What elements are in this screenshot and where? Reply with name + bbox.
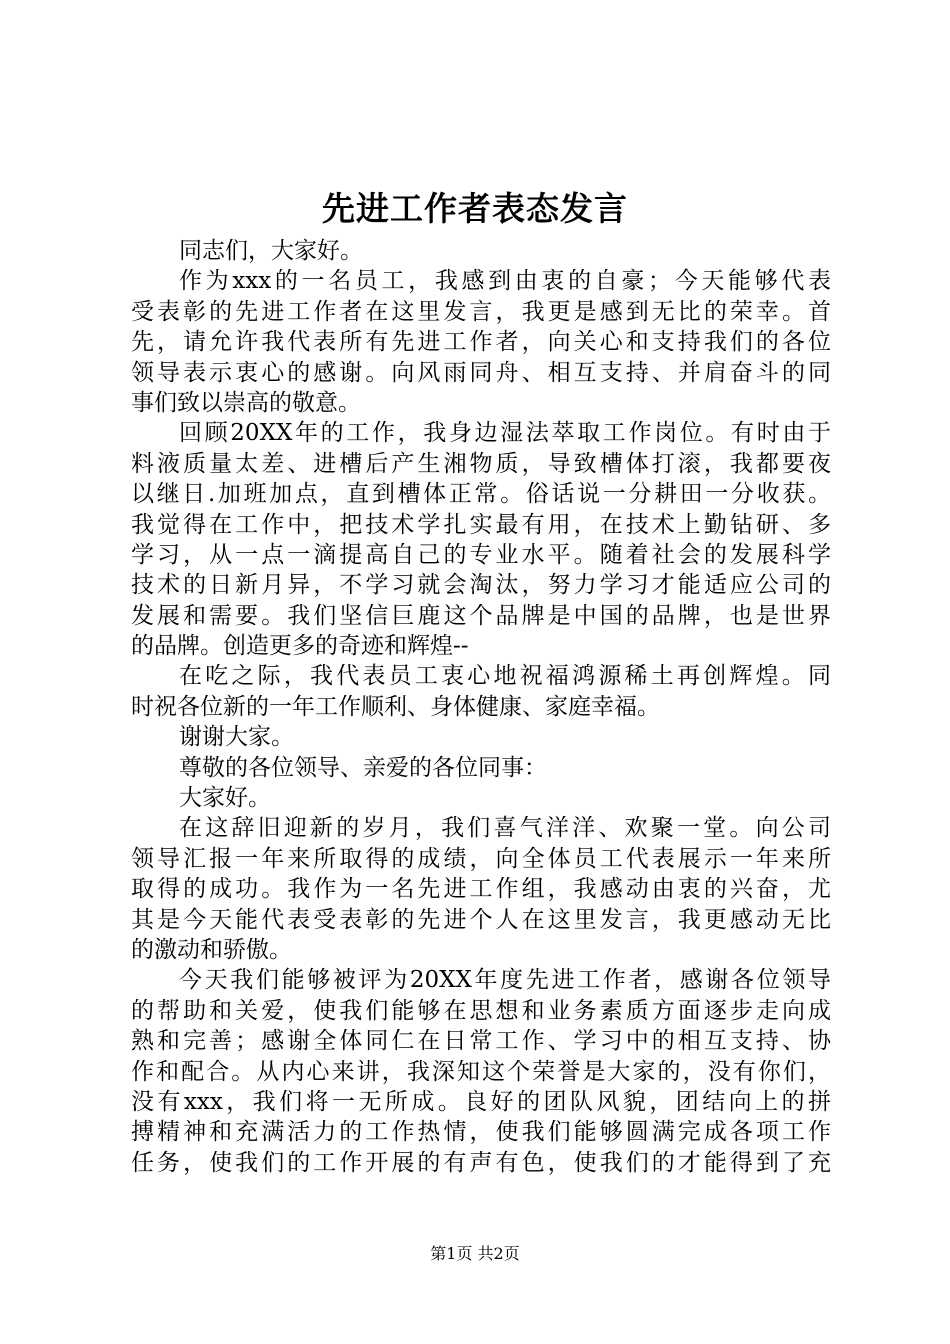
- text-line: 取得的成功。我作为一名先进工作组，我感动由衷的兴奋，尤: [131, 876, 831, 903]
- text-line: 在吃之际，我代表员工衷心地祝福鸿源稀土再创辉煌。同: [179, 663, 831, 690]
- text-line: 的激动和骄傲。: [131, 936, 292, 963]
- text-line: 回顾20XX年的工作，我身边湿法萃取工作岗位。有时由于: [179, 420, 831, 447]
- text-line: 没有xxx，我们将一无所成。良好的团队风貌，团结向上的拼: [131, 1088, 831, 1115]
- document-body: [131, 236, 831, 1178]
- text-line: 以继日.加班加点，直到槽体正常。俗话说一分耕田一分收获。: [131, 481, 831, 508]
- text-line: 熟和完善；感谢全体同仁在日常工作、学习中的相互支持、协: [131, 1028, 831, 1055]
- text-line: 的品牌。创造更多的奇迹和辉煌--: [131, 633, 469, 660]
- document-title: 先进工作者表态发言: [322, 189, 628, 228]
- text-line: 技术的日新月异，不学习就会淘汰，努力学习才能适应公司的: [131, 572, 831, 599]
- text-line: 学习，从一点一滴提高自己的专业水平。随着社会的发展科学: [131, 541, 831, 568]
- text-line: 谢谢大家。: [179, 724, 294, 751]
- text-line: 作和配合。从内心来讲，我深知这个荣誉是大家的，没有你们，: [131, 1058, 831, 1085]
- page-footer: 第1页 共2页: [430, 1244, 520, 1263]
- text-line: 料液质量太差、进槽后产生湘物质，导致槽体打滚，我都要夜: [131, 450, 831, 477]
- text-line: 领导汇报一年来所取得的成绩，向全体员工代表展示一年来所: [131, 845, 831, 872]
- text-line: 时祝各位新的一年工作顺利、身体健康、家庭幸福。: [131, 693, 660, 720]
- text-line: 领导表示衷心的感谢。向风雨同舟、相互支持、并肩奋斗的同: [131, 359, 831, 386]
- text-line: 事们致以崇高的敬意。: [131, 389, 361, 416]
- text-line: 今天我们能够被评为20XX年度先进工作者，感谢各位领导: [179, 967, 831, 994]
- text-line: 发展和需要。我们坚信巨鹿这个品牌是中国的品牌，也是世界: [131, 602, 831, 629]
- text-line: 任务，使我们的工作开展的有声有色，使我们的才能得到了充: [131, 1149, 831, 1176]
- text-line: 作为xxx的一名员工，我感到由衷的自豪；今天能够代表: [179, 268, 831, 295]
- text-line: 先，请允许我代表所有先进工作者，向关心和支持我们的各位: [131, 329, 831, 356]
- text-line: 受表彰的先进工作者在这里发言，我更是感到无比的荣幸。首: [131, 298, 831, 325]
- text-line: 我觉得在工作中，把技术学扎实最有用，在技术上勤钻研、多: [131, 511, 831, 538]
- text-line: 在这辞旧迎新的岁月，我们喜气洋洋、欢聚一堂。向公司: [179, 815, 831, 842]
- text-line: 其是今天能代表受表彰的先进个人在这里发言，我更感动无比: [131, 906, 831, 933]
- text-line: 大家好。: [179, 785, 271, 812]
- text-line: 同志们，大家好。: [179, 238, 363, 264]
- text-line: 尊敬的各位领导、亲爱的各位同事：: [179, 754, 547, 781]
- text-line: 搏精神和充满活力的工作热情，使我们能够圆满完成各项工作: [131, 1119, 831, 1146]
- text-line: 的帮助和关爱，使我们能够在思想和业务素质方面逐步走向成: [131, 997, 831, 1024]
